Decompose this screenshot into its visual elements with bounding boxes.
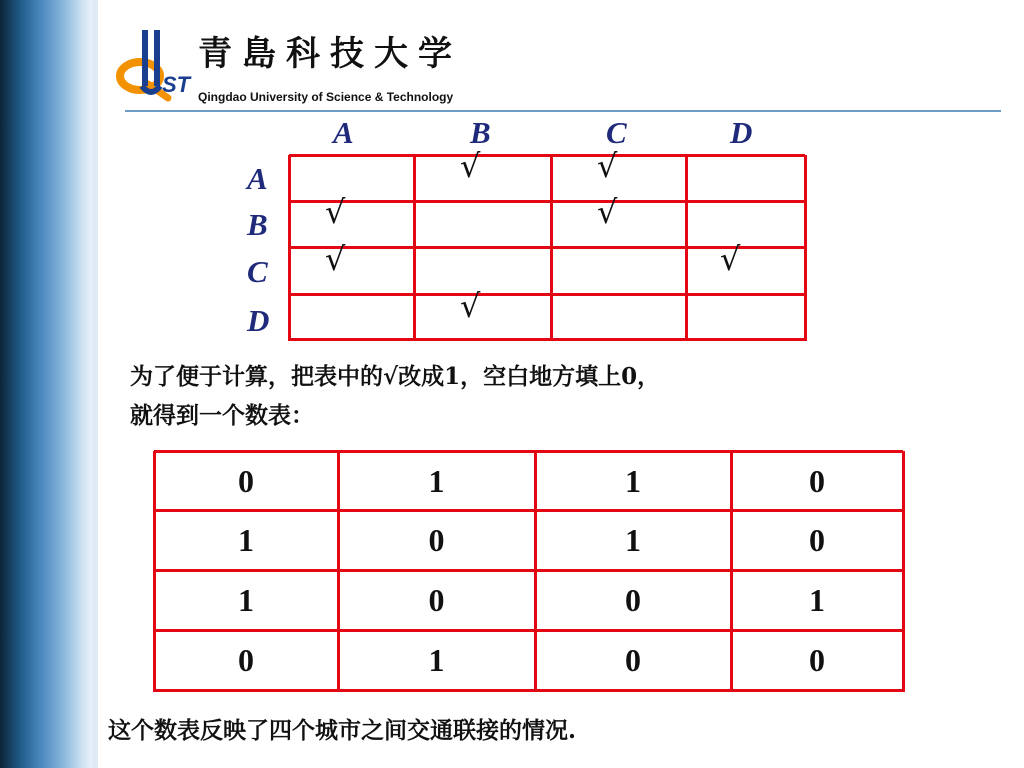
matrix-cell-value: 0 xyxy=(809,522,825,558)
matrix-cell-value: 1 xyxy=(238,522,254,558)
check-mark: √ xyxy=(597,193,618,231)
matrix-cell-value: 0 xyxy=(809,642,825,678)
matrix-cell-value: 1 xyxy=(625,462,641,499)
grid-line-horizontal xyxy=(154,509,903,512)
grid-line-vertical xyxy=(804,155,807,341)
grid-line-horizontal xyxy=(154,689,903,692)
grid-line-vertical xyxy=(550,155,553,341)
grid-line-vertical xyxy=(685,155,688,341)
logo-chinese-name: 青島科技大学 xyxy=(198,34,462,74)
matrix-cell-value: 0 xyxy=(238,462,254,499)
check-mark: √ xyxy=(325,240,346,278)
grid-line-vertical xyxy=(288,155,291,341)
column-label-a: A xyxy=(333,115,354,150)
grid-line-horizontal xyxy=(289,293,805,296)
sidebar-gradient xyxy=(0,0,92,768)
grid-line-vertical xyxy=(902,451,905,692)
grid-line-vertical xyxy=(153,451,156,692)
column-label-c: C xyxy=(606,115,627,150)
grid-line-horizontal xyxy=(154,569,903,572)
grid-line-vertical xyxy=(534,451,537,692)
matrix-cell-value: 0 xyxy=(625,642,641,678)
check-mark: √ xyxy=(325,193,346,231)
svg-text:ST: ST xyxy=(162,72,191,97)
row-label-a: A xyxy=(247,161,268,196)
column-label-b: B xyxy=(470,115,491,150)
matrix-cell-value: 1 xyxy=(238,582,254,618)
check-mark: √ xyxy=(597,147,618,185)
grid-line-horizontal xyxy=(154,629,903,632)
matrix-cell-value: 1 xyxy=(428,642,445,678)
row-label-b: B xyxy=(247,207,268,242)
matrix-cell-value: 0 xyxy=(809,462,825,499)
header-divider xyxy=(125,110,1001,112)
matrix-cell-value: 1 xyxy=(428,462,445,499)
row-label-d: D xyxy=(247,303,270,338)
grid-line-horizontal xyxy=(154,450,903,453)
grid-line-horizontal xyxy=(289,338,805,341)
matrix-cell-value: 1 xyxy=(625,522,641,558)
matrix-cell-value: 0 xyxy=(428,582,445,618)
explanation-line-2: 就得到一个数表： xyxy=(130,402,314,429)
matrix-cell-value: 0 xyxy=(428,522,445,558)
grid-line-vertical xyxy=(413,155,416,341)
sidebar-stripe xyxy=(92,0,98,768)
check-mark: √ xyxy=(460,287,481,325)
grid-line-horizontal xyxy=(289,200,805,203)
matrix-cell-value: 0 xyxy=(625,582,641,618)
logo-english-name: Qingdao University of Science & Technology xyxy=(198,90,454,104)
grid-line-horizontal xyxy=(289,154,805,157)
matrix-cell-value: 1 xyxy=(809,582,825,618)
check-mark: √ xyxy=(460,147,481,185)
university-logo xyxy=(112,24,462,108)
grid-line-vertical xyxy=(337,451,340,692)
grid-line-vertical xyxy=(730,451,733,692)
matrix-cell-value: 0 xyxy=(238,642,254,678)
column-label-d: D xyxy=(730,115,753,150)
row-label-c: C xyxy=(247,254,268,289)
conclusion-text: 这个数表反映了四个城市之间交通联接的情况. xyxy=(108,717,577,744)
explanation-line-1: 为了便于计算，把表中的√改成1，空白地方填上0， xyxy=(130,363,661,390)
check-mark: √ xyxy=(720,240,741,278)
qust-emblem-icon xyxy=(112,24,198,108)
